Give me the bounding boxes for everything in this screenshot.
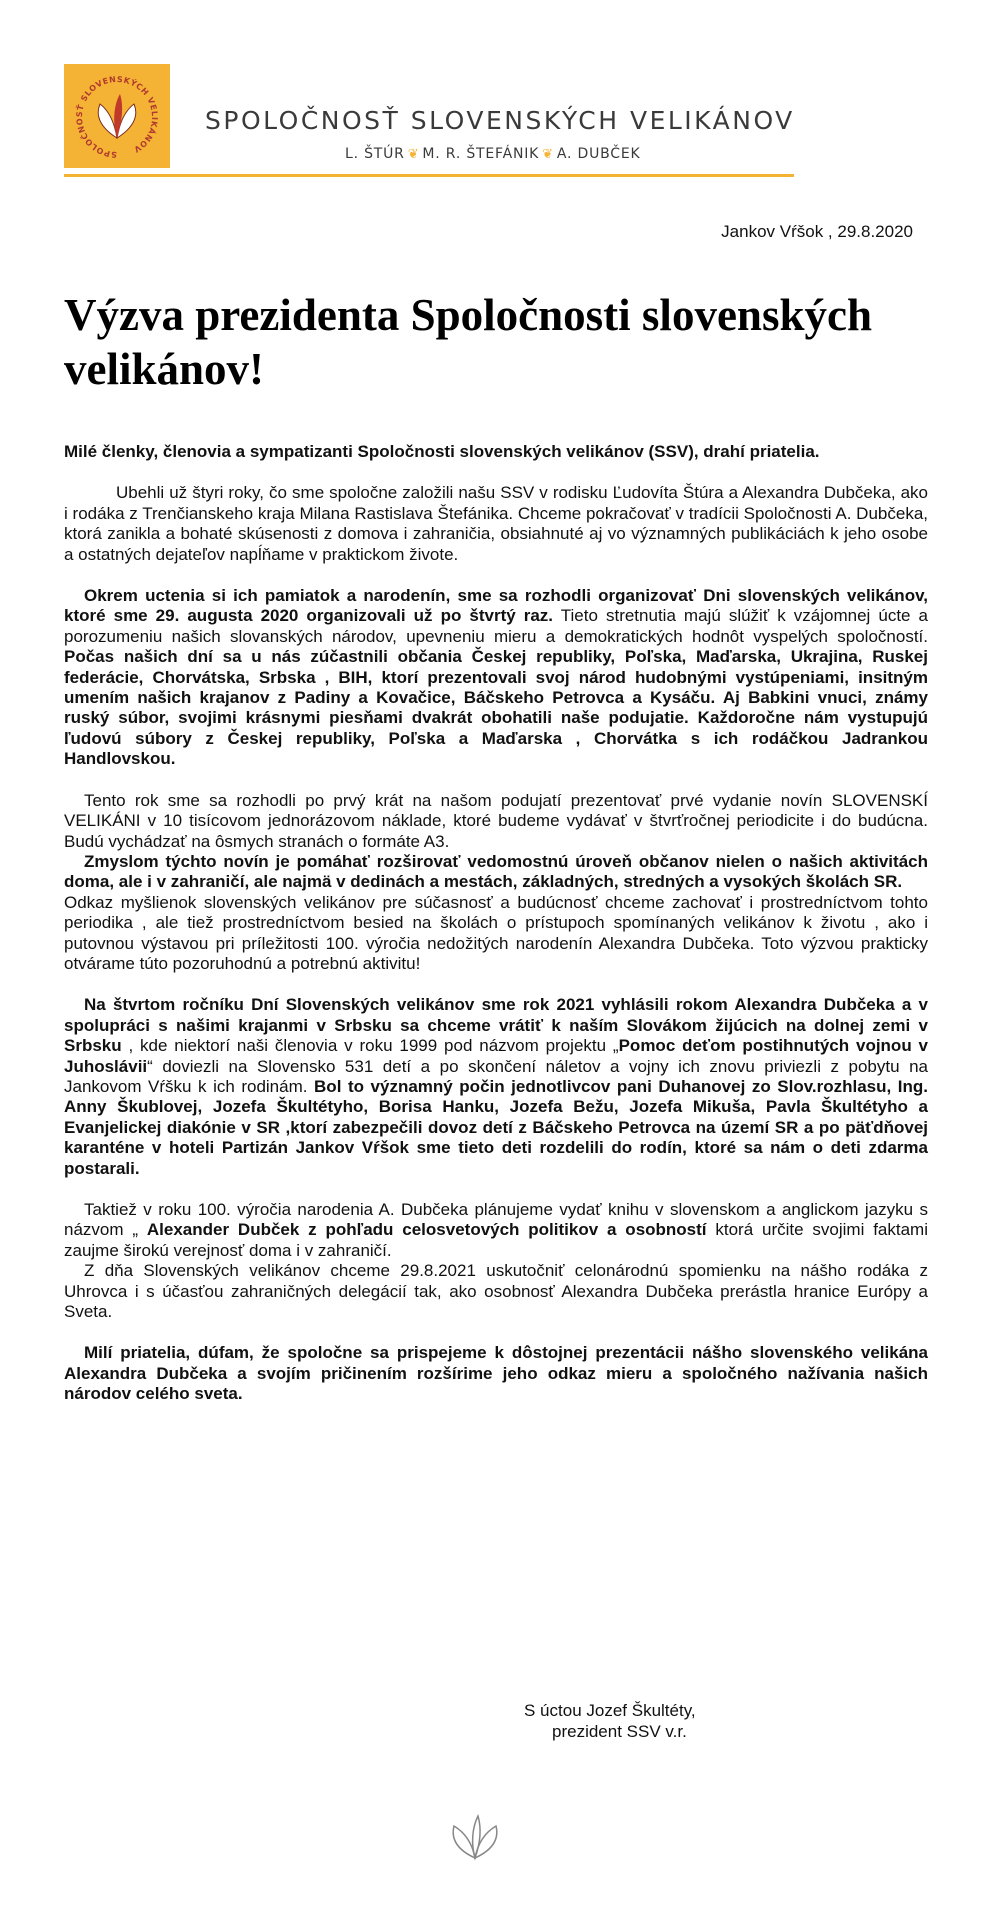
page-title: Výzva prezidenta Spoločnosti slovenských velikánov! xyxy=(64,290,872,394)
paragraph-6-bold-a: Na štvrtom ročníku Dní Slovenských velikánov sme rok 2021 vyhlásili rokom Alexandra Dubčeka a v spolupráci s našimi krajanmi v Srbsku sa chceme vrátiť k naším Slovákom žijúcich na dolnej zemi v Srbsku xyxy=(64,995,928,1056)
paragraph-6-normal-a: , kde niektorí naši členovia v roku 1999 pod názvom projektu „ xyxy=(121,1036,619,1056)
signature-line-1: S úctou Jozef Škultéty, xyxy=(524,1701,696,1720)
founder-dubcek: A. DUBČEK xyxy=(556,146,641,162)
leaf-separator-icon: ❦ xyxy=(407,147,420,162)
greeting: Milé členky, členovia a sympatizanti Spoločnosti slovenských velikánov (SSV), drahí priatelia. xyxy=(64,442,820,461)
paragraph-7 xyxy=(64,1200,928,1261)
paragraph-1: Ubehli už štyri roky, čo sme spoločne založili našu SSV v rodisku Ľudovíta Štúra a Alexandra Dubčeka, ako i rodáka z Trenčianskeho kraja Milana Rastislava Štefánika. Chceme pokračovať v tradícii Spoločnosti A. Dubčeka, ktorá zanikla a bohaté skúsenosti z domova i zahraničia, obsiahnuté aj vo významných publikáciách k jeho osobe a ostatných dejateľov napĺňame v praktickom živote. xyxy=(64,483,928,564)
paragraph-8: Z dňa Slovenských velikánov chceme 29.8.2021 uskutočniť celonárodnú spomienku na nášho rodáka z Uhrovca i s účasťou zahraničných delegácií tak, ako osobnosť Alexandra Dubčeka prerástla hranice Európy a Sveta. xyxy=(64,1261,928,1322)
paragraph-6-normal-b: “ doviezli na Slovensko 531 detí a po skončení náletov a vojny ich znovu priviezli z pobytu na Jankovom Vŕšku k ich rodinám. xyxy=(64,1056,928,1096)
founder-stur: L. ŠTÚR xyxy=(345,146,405,162)
paragraph-6 xyxy=(64,995,928,1179)
closing-paragraph: Milí priatelia, dúfam, že spoločne sa prispejeme k dôstojnej prezentácii nášho slovenského velikána Alexandra Dubčeka a svojím pričinením rozšírime jeho odkaz mieru a spoločného nažívania našich národov celého sveta. xyxy=(64,1343,928,1404)
founder-stefanik: M. R. ŠTEFÁNIK xyxy=(422,146,540,162)
letter-body xyxy=(64,442,928,1405)
header-divider xyxy=(64,174,794,177)
paragraph-2 xyxy=(64,586,928,770)
paragraph-5: Odkaz myšlienok slovenských velikánov pre súčasnosť a budúcnosť chceme zachovať i prostredníctvom tohto periodika , ale tiež prostredníctvom besied na školách o prístupoch spomínaných velikánov k životu , ako i putovnou výstavou pri príležitosti 100. výročia nedožitých narodenín Alexandra Dubčeka. Toto výzvou prakticky otvárame túto pozoruhodnú a potrebnú aktivitu! xyxy=(64,892,928,973)
paragraph-4: Zmyslom týchto novín je pomáhať rozširovať vedomostnú úroveň občanov nielen o našich aktivitách doma, ale i v zahraničí, ale najmä v dedinách a mestách, základných, stredných a vysokých školách SR. xyxy=(64,851,928,892)
paragraph-3: Tento rok sme sa rozhodli po prvý krát na našom podujatí prezentovať prvé vydanie novín SLOVENSKÍ VELIKÁNI v 10 tisícovom jednorázovom náklade, ktoré budeme vydávať v štvrťročnej periodicite i do budúcna. Budú vychádzať na ôsmych stranách o formáte A3. xyxy=(64,790,928,851)
signature-line-2: prezident SSV v.r. xyxy=(552,1722,687,1741)
organization-name: SPOLOČNOSŤ SLOVENSKÝCH VELIKÁNOV xyxy=(205,106,795,135)
paragraph-7-normal-a: Taktiež v roku 100. výročia narodenia A. Dubčeka plánujeme vydať knihu v slovenskom a anglickom jazyku s názvom „ xyxy=(64,1200,928,1240)
signature-block xyxy=(524,1700,696,1742)
paragraph-7-bold-a: Alexander Dubček z pohľadu celosvetových politikov a osobností xyxy=(146,1220,707,1240)
ssv-leaf-logo-icon xyxy=(64,64,170,168)
logo-ring-text: SPOLOČNOSŤ SLOVENSKÝCH VELIKÁNOV xyxy=(74,74,160,160)
paragraph-6-bold-c: Bol to významný počin jednotlivcov pani Duhanovej zo Slov.rozhlasu, Ing. Anny Škublovej, Jozefa Škultétyho, Borisa Hanku, Jozefa Bežu, Jozefa Mikuša, Pavla Škultétyho a Evanjelickej diakónie v SR ,ktorí zabezpečili dovoz detí z Báčskeho Petrovca na území SR a po päťdňovej karanténe v hoteli Partizán Jankov Vŕšok sme tieto deti rozdelili do rodín, ktoré sa nám o deti zdarma postarali. xyxy=(64,1076,929,1178)
paragraph-2-bold-a: Okrem uctenia si ich pamiatok a narodenín, sme sa rozhodli organizovať Dni slovenských velikánov, ktoré sme 29. augusta 2020 organizovali už po štvrtý raz. xyxy=(64,586,928,626)
leaf-separator-icon: ❦ xyxy=(542,147,554,162)
paragraph-2-normal-a: Tieto stretnutia majú slúžiť k vzájomnej úcte a porozumeniu našich slovanských národov, upevneniu mieru a demokratických hodnôt vyspelých spoločností. xyxy=(64,606,928,646)
founders-line xyxy=(345,146,640,162)
ssv-leaf-footer-icon xyxy=(440,1810,510,1864)
paragraph-2-bold-b: Počas našich dní sa u nás zúčastnili občania Českej republiky, Poľska, Maďarska, Ukrajina, Ruskej federácie, Chorvátska, Srbska , BIH, ktorí prezentovali svoj národ hudobnými vystúpeniami, insitným umením našich krajanov z Padiny a Kovačice, Báčskeho Petrovca a Kysáču. Aj Babkini vnuci, známy ruský súbor, svojimi krásnymi piesňami dvakrát obohatili naše podujatie. Každoročne nám vystupujú ľudovú súbory z Českej republiky, Poľska a Maďarska , Chorvátka s ich rodáčkou Jadrankou Handlovskou. xyxy=(64,647,928,769)
paragraph-6-bold-b: Pomoc deťom postihnutých vojnou v Juhoslávii xyxy=(64,1036,928,1076)
place-date: Jankov Vŕšok , 29.8.2020 xyxy=(721,222,913,241)
paragraph-7-normal-b: ktorá určite svojimi faktami zaujme širokú verejnosť doma i v zahraničí. xyxy=(64,1220,928,1260)
